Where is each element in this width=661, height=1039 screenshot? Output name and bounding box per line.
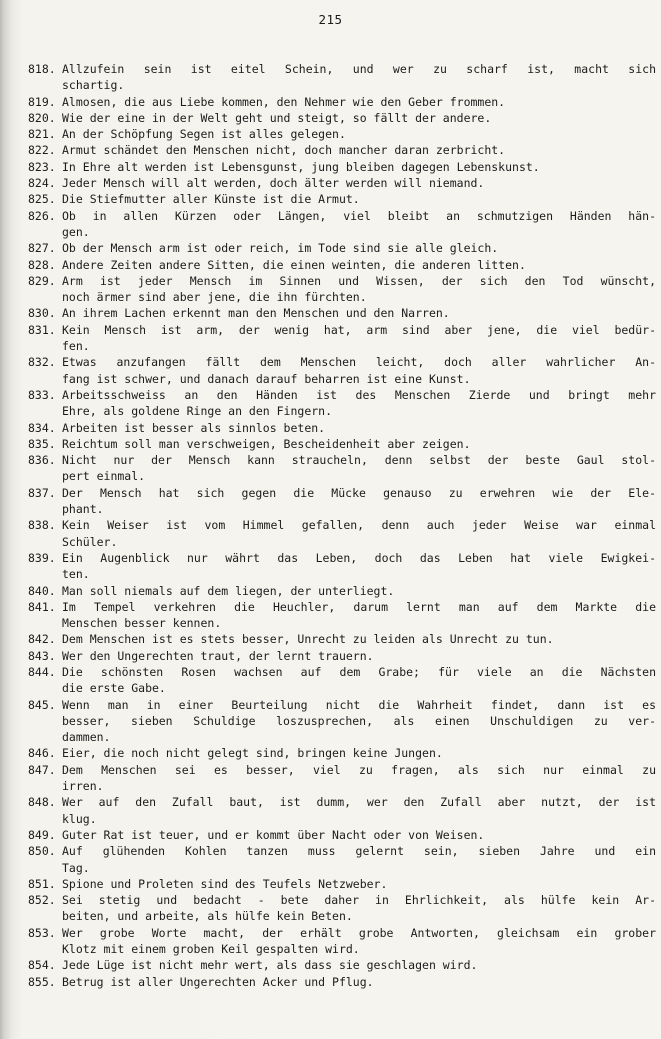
page-number: 215 (318, 12, 343, 27)
proverb-text (62, 517, 656, 550)
proverb-text (62, 436, 656, 452)
proverb-text (62, 126, 656, 142)
proverb-text (62, 175, 656, 191)
proverb-number: 839. (28, 550, 56, 565)
proverb-number: 841. (28, 599, 56, 614)
proverb-line: beiten, und arbeite, als hülfe kein Beten. (62, 909, 353, 924)
proverb-text (62, 191, 656, 207)
proverb-line: Klotz mit einem groben Keil gespalten wird. (62, 942, 360, 957)
proverb-line: gen. (62, 224, 90, 239)
proverb-text (62, 550, 656, 583)
proverb-line: Guter Rat ist teuer, und er kommt über Nacht oder von Weisen. (62, 827, 485, 842)
proverb-line: Dem Menschen ist es stets besser, Unrecht zu leiden als Unrecht zu tun. (62, 632, 554, 647)
proverb-line: Nicht nur der Mensch kann straucheln, denn selbst der beste Gaul stol- (62, 453, 656, 468)
proverb-number: 847. (28, 762, 56, 777)
proverb-line: Im Tempel verkehren die Heuchler, darum lernt man auf dem Markte die (62, 599, 656, 614)
proverb-text (62, 631, 656, 647)
proverb-line: Kein Weiser ist vom Himmel gefallen, denn auch jeder Weise war einmal (62, 518, 656, 533)
proverb-number: 825. (28, 192, 56, 207)
proverb-number: 855. (28, 974, 56, 989)
proverb-number: 827. (28, 241, 56, 256)
proverb-text (62, 420, 656, 436)
proverb-number: 838. (28, 518, 56, 533)
proverb-entry (28, 664, 660, 697)
proverb-entry (28, 142, 660, 158)
proverb-number: 822. (28, 143, 56, 158)
proverb-number: 835. (28, 436, 56, 451)
proverb-text (62, 794, 656, 827)
proverb-line: Spione und Proleten sind des Teufels Netzweber. (62, 876, 388, 891)
proverb-text (62, 648, 656, 664)
proverb-line: Die schönsten Rosen wachsen auf dem Grabe; für viele an die Nächsten (62, 664, 656, 679)
proverb-number: 826. (28, 208, 56, 223)
proverb-number: 821. (28, 127, 56, 142)
proverb-line: Arbeiten ist besser als sinnlos beten. (62, 420, 326, 435)
proverb-text (62, 745, 656, 761)
proverb-line: Andere Zeiten andere Sitten, die einen weinten, die anderen litten. (62, 257, 526, 272)
proverb-text (62, 697, 656, 746)
proverb-number: 824. (28, 176, 56, 191)
proverb-line: schartig. (62, 78, 125, 93)
proverb-number: 829. (28, 273, 56, 288)
proverb-line: Dem Menschen sei es besser, viel zu fragen, als sich nur einmal zu (62, 762, 656, 777)
proverb-line: Man soll niemals auf dem liegen, der unterliegt. (62, 583, 395, 598)
proverb-number: 830. (28, 306, 56, 321)
proverb-line: Arm ist jeder Mensch im Sinnen und Wissen, der sich den Tod wünscht, (62, 273, 656, 288)
proverb-number: 851. (28, 876, 56, 891)
proverb-number: 854. (28, 958, 56, 973)
proverb-entry (28, 648, 660, 664)
proverb-entry (28, 110, 660, 126)
proverb-text (62, 957, 656, 973)
proverb-entry (28, 61, 660, 94)
proverb-text (62, 925, 656, 958)
proverb-entry (28, 892, 660, 925)
proverb-number: 842. (28, 632, 56, 647)
proverb-text (62, 142, 656, 158)
proverb-text (62, 452, 656, 485)
proverb-text (62, 827, 656, 843)
proverb-text (62, 892, 656, 925)
proverb-text (62, 485, 656, 518)
proverb-text (62, 94, 656, 110)
proverb-text (62, 599, 656, 632)
proverb-entry (28, 126, 660, 142)
proverb-entry (28, 843, 660, 876)
proverb-line: irren. (62, 779, 104, 794)
proverb-line: besser, sieben Schuldige loszusprechen, als einen Unschuldigen zu ver- (62, 713, 656, 728)
proverb-number: 819. (28, 94, 56, 109)
proverb-line: Tag. (62, 860, 90, 875)
proverb-entry (28, 762, 660, 795)
proverb-line: Reichtum soll man verschweigen, Bescheidenheit aber zeigen. (62, 436, 471, 451)
proverb-entry (28, 583, 660, 599)
proverb-line: Auf glühenden Kohlen tanzen muss gelernt sein, sieben Jahre und ein (62, 844, 656, 859)
proverb-line: fang ist schwer, und danach darauf beharren ist eine Kunst. (62, 371, 471, 386)
proverb-entry (28, 191, 660, 207)
proverb-line: Betrug ist aller Ungerechten Acker und Pflug. (62, 974, 374, 989)
proverb-number: 832. (28, 355, 56, 370)
proverb-entry (28, 159, 660, 175)
proverb-entry (28, 387, 660, 420)
proverb-entry (28, 957, 660, 973)
proverb-line: noch ärmer sind aber jene, die ihn fürchten. (62, 290, 367, 305)
proverb-number: 823. (28, 159, 56, 174)
proverb-entry (28, 175, 660, 191)
proverb-entry (28, 925, 660, 958)
proverb-number: 828. (28, 257, 56, 272)
proverb-number: 833. (28, 387, 56, 402)
proverb-entry (28, 550, 660, 583)
proverb-line: pert einmal. (62, 469, 146, 484)
proverb-entry (28, 273, 660, 306)
proverb-line: Jeder Mensch will alt werden, doch älter werden will niemand. (62, 176, 485, 191)
proverb-text (62, 843, 656, 876)
proverb-line: dammen. (62, 730, 111, 745)
proverb-number: 848. (28, 795, 56, 810)
proverb-text (62, 664, 656, 697)
proverb-line: Wie der eine in der Welt geht und steigt, so fällt der andere. (62, 110, 492, 125)
proverb-line: Arbeitsschweiss an den Händen ist des Menschen Zierde und bringt mehr (62, 387, 656, 402)
proverb-number: 850. (28, 844, 56, 859)
proverb-entry (28, 354, 660, 387)
proverb-entry (28, 257, 660, 273)
proverb-number: 845. (28, 697, 56, 712)
proverb-entry (28, 876, 660, 892)
proverb-line: Ehre, als goldene Ringe an den Fingern. (62, 404, 333, 419)
proverb-text (62, 876, 656, 892)
proverb-line: Armut schändet den Menschen nicht, doch mancher daran zerbricht. (62, 143, 506, 158)
proverb-text (62, 354, 656, 387)
proverb-number: 846. (28, 746, 56, 761)
proverb-line: Eier, die noch nicht gelegt sind, bringen keine Jungen. (62, 746, 443, 761)
proverb-line: Wer grobe Worte macht, der erhält grobe Antworten, gleichsam ein grober (62, 925, 656, 940)
proverb-entry (28, 517, 660, 550)
proverb-line: Menschen besser kennen. (62, 616, 222, 631)
proverb-entry (28, 420, 660, 436)
proverb-line: fen. (62, 339, 90, 354)
proverb-text (62, 208, 656, 241)
proverb-line: Etwas anzufangen fällt dem Menschen leicht, doch aller wahrlicher An- (62, 355, 656, 370)
proverb-entry (28, 305, 660, 321)
proverb-number: 844. (28, 664, 56, 679)
proverb-text (62, 387, 656, 420)
proverb-entry (28, 827, 660, 843)
proverb-entry (28, 436, 660, 452)
proverb-number: 831. (28, 322, 56, 337)
proverb-entry (28, 631, 660, 647)
proverb-line: Der Mensch hat sich gegen die Mücke genauso zu erwehren wie der Ele- (62, 485, 656, 500)
proverb-number: 837. (28, 485, 56, 500)
proverb-line: Die Stiefmutter aller Künste ist die Armut. (62, 192, 360, 207)
proverb-number: 853. (28, 925, 56, 940)
proverb-line: An ihrem Lachen erkennt man den Menschen und den Narren. (62, 306, 450, 321)
proverb-line: klug. (62, 811, 97, 826)
proverb-entry (28, 745, 660, 761)
proverb-line: An der Schöpfung Segen ist alles gelegen. (62, 127, 346, 142)
proverb-line: die erste Gabe. (62, 681, 166, 696)
proverb-number: 836. (28, 453, 56, 468)
proverb-line: Ob in allen Kürzen oder Längen, viel bleibt an schmutzigen Händen hän- (62, 208, 656, 223)
proverb-list (28, 61, 660, 990)
proverb-line: Schüler. (62, 534, 118, 549)
proverb-line: phant. (62, 502, 104, 517)
proverb-text (62, 273, 656, 306)
proverb-number: 852. (28, 893, 56, 908)
proverb-number: 843. (28, 648, 56, 663)
proverb-entry (28, 94, 660, 110)
proverb-entry (28, 697, 660, 746)
proverb-line: Wer den Ungerechten traut, der lernt trauern. (62, 648, 374, 663)
proverb-text (62, 583, 656, 599)
proverb-number: 820. (28, 110, 56, 125)
proverb-line: Kein Mensch ist arm, der wenig hat, arm sind aber jene, die viel bedür- (62, 322, 656, 337)
proverb-text (62, 159, 656, 175)
proverb-entry (28, 240, 660, 256)
proverb-line: Wenn man in einer Beurteilung nicht die Wahrheit findet, dann ist es (62, 697, 656, 712)
proverb-text (62, 240, 656, 256)
proverb-text (62, 257, 656, 273)
proverb-entry (28, 452, 660, 485)
proverb-text (62, 762, 656, 795)
proverb-entry (28, 208, 660, 241)
proverb-line: Ob der Mensch arm ist oder reich, im Tode sind sie alle gleich. (62, 241, 499, 256)
proverb-text (62, 110, 656, 126)
proverb-line: Ein Augenblick nur währt das Leben, doch das Leben hat viele Ewigkei- (62, 550, 656, 565)
proverb-line: ten. (62, 567, 90, 582)
proverb-number: 818. (28, 62, 56, 76)
proverb-number: 849. (28, 827, 56, 842)
proverb-line: In Ehre alt werden ist Lebensgunst, jung bleiben dagegen Lebenskunst. (62, 159, 540, 174)
proverb-number: 840. (28, 583, 56, 598)
proverb-text (62, 61, 656, 94)
proverb-line: Jede Lüge ist nicht mehr wert, als dass sie geschlagen wird. (62, 958, 478, 973)
proverb-text (62, 305, 656, 321)
proverb-line: Allzufein sein ist eitel Schein, und wer zu scharf ist, macht sich (62, 62, 656, 76)
proverb-entry (28, 485, 660, 518)
proverb-entry (28, 974, 660, 990)
proverb-text (62, 322, 656, 355)
proverb-line: Wer auf den Zufall baut, ist dumm, wer den Zufall aber nutzt, der ist (62, 795, 656, 810)
proverb-line: Sei stetig und bedacht - bete daher in Ehrlichkeit, als hülfe kein Ar- (62, 893, 656, 908)
proverb-entry (28, 322, 660, 355)
proverb-number: 834. (28, 420, 56, 435)
proverb-line: Almosen, die aus Liebe kommen, den Nehmer wie den Geber frommen. (62, 94, 506, 109)
proverb-entry (28, 599, 660, 632)
proverb-text (62, 974, 656, 990)
proverb-entry (28, 794, 660, 827)
